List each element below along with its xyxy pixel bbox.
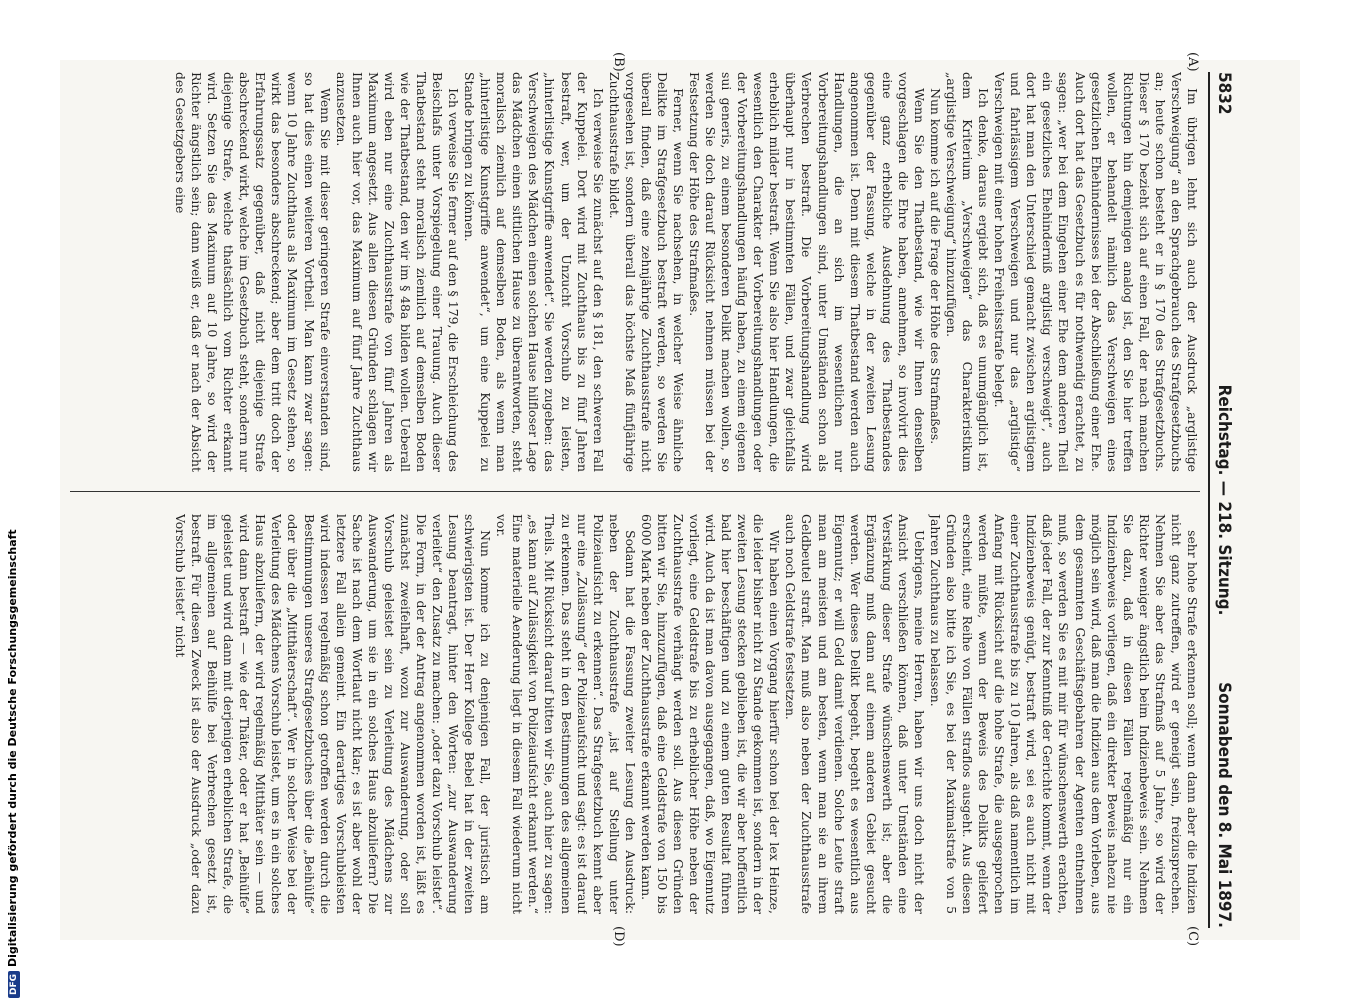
paragraph: Wenn Sie den Thatbestand, wie wir Ihnen denselben vorgeschlagen die Ehre haben, annehmen, so involvirt dies eine ganz erhebliche Ausdehnung des Thatbestandes gegenüber der Fassung, welche in der zweiten Lesung angenommen ist. Denn mit diesem Thatbestand werden auch Handlungen, die an sich im wesentlichen nur Vorbereitungshandlungen sind, unter Umständen schon als Verbrechen bestraft. Die Vorbereitungshandlung wird überhaupt nur in bestimmten Fällen, und zwar gleichfalls erheblich milder bestraft. Wenn Sie also hier Handlungen, die wesentlich den Charakter der Vorbereitungshandlungen oder der Vorbereitungshandlungen häufig haben, zu einem eigenen sui generis, zu einem besonderen Delikt machen wollen, so werden Sie doch darauf Rücksicht nehmen müssen bei der Festsetzung der Höhe des Strafmaßes. bbox=[687, 72, 927, 472]
paragraph: Sodann hat die Fassung zweiter Lesung den Ausdruck: neben der Zuchthausstrafe „ist auf Stellung unter Polizeiaufsicht zu erkennen“. Das Strafgesetzbuch kennt aber nur eine „Zulässung“ der Polizeiaufsicht und sagt: es ist darauf zu erkennen. Das steht in den Bestimmungen des allgemeinen Theils. Mit Rücksicht darauf bitten wir Sie, auch hier zu sagen: „es kann auf Zulässigkeit von Polizeiaufsicht erkannt werden.“ Eine materielle Aenderung liegt in diesem Fall wiederum nicht vor. bbox=[494, 514, 638, 914]
margin-mark-d: (D) bbox=[611, 926, 626, 947]
paragraph: Nun komme ich zu denjenigen Fall, der juristisch am schwierigsten ist. Der Herr Kollege Bebel hat in der zweiten Lesung beantragt, hinter den Worten: „zur Auswanderung verleitet“ den Zusatz zu machen: „oder dazu Vorschub leistet“. Die Form, in der der Antrag angenommen worden ist, läßt es zunächst zweifelhaft, wozu zur Auswanderung, oder soll Vorschub geleistet sein zu Verleitung des Mädchens zur Auswanderung, um sie in ein solches Haus abzuliefern? Die Sache ist nach dem Wortlaut nicht klar; es ist aber wohl der letztere Fall allein gemeint. Ein derartiges Vorschubleisten wird indessen regelmäßig schon getroffen werden durch die Bestimmungen unseres Strafgesetzbuches über die „Beihülfe“ oder über die „Mitthäterschaft“. Wer in solcher Weise bei der Verleitung des Mädchens Vorschub leistet, um es in ein solches Haus abzuliefern, der wird regelmäßig Mitthäter sein — und wird dann bestraft — wie der Thäter, oder er hat „Beihülfe“ geleistet und wird dann mit derjenigen erheblichen Strafe, die im allgemeinen auf Beihülfe bei Verbrechen gesetzt ist, bestraft. Für diesen Zweck ist also der Ausdruck „oder dazu Vorschub leistet“ nicht bbox=[173, 514, 494, 914]
paragraph: Ich denke, daraus ergiebt sich, daß es unumgänglich ist, dem Kriterium „Verschweigen“ das Charakteristikum „arglistige Verschweigung“ hinzuzufügen. bbox=[944, 72, 992, 472]
margin-mark-b: (B) bbox=[611, 52, 626, 72]
paragraph: Ich verweise Sie ferner auf den § 179, die Erschleichung des Beischlafs unter Vorspiegelung einer Trauung. Auch dieser Thatbestand steht moralisch ziemlich auf demselben Boden wie der Thatbestand, den wir im § 48a bilden wollen. Ueberall wird eben nur eine Zuchthausstrafe von fünf Jahren als Maximum angesetzt. Aus allen diesen Gründen schlagen wir Ihnen auch hier vor, das Maximum auf fünf Jahre Zuchthaus anzusetzen. bbox=[333, 72, 462, 472]
paragraph: Ich verweise Sie zunächst auf den § 181, den schweren Fall der Kuppelei. Dort wird mit Zuchthaus bis zu fünf Jahren bestraft, wer, um der Unzucht Vorschub zu leisten, „hinterlistige Kunstgriffe anwendet“. Sie werden zugeben: das Verschweigen des Mädchen einen solchen Hause hilfloser Lage das Mädchen einen sittlichen Hause zu überantworten, steht moralisch ziemlich auf demselben Boden, als wenn man „hinterlistige Kunstgriffe anwendet“, um eine Kuppelei zu Stande bringen zu können. bbox=[462, 72, 606, 472]
credit-text: Digitalisierung gefördert durch die Deutsche Forschungsgemeinschaft bbox=[6, 529, 19, 967]
margin-mark-c: (C) bbox=[1185, 926, 1200, 947]
paragraph: Uebrigens, meine Herren, haben wir uns doch nicht der Ansicht verschließen können, daß unter Umständen eine Verstärkung dieser Strafe wünschenswerth ist; aber die Ergänzung muß dann auf einem anderen Gebiet gesucht werden. Wer dieses Delikt begeht, begeht es wesentlich aus Eigennutz; er will Geld damit verdienen. Solche Leute straft man am meisten und am besten, wenn man sie an ihrem Geldbeutel straft. Man muß also neben der Zuchthausstrafe auch noch Geldstrafe festsetzen. bbox=[783, 514, 927, 914]
left-column bbox=[70, 72, 1200, 472]
paragraph: Ferner, wenn Sie nachsehen, in welcher Weise ähnliche Delikte im Strafgesetzbuch bestraft werden, so werden Sie überall finden, daß eine zehnjährige Zuchthausstrafe nicht vorgesehen ist, sondern überall das höchste Maß fünfjährige Zuchthausstrafe bildet. bbox=[606, 72, 686, 472]
rotated-page-content bbox=[60, 52, 1240, 947]
page-title: Reichstag. — 218. Sitzung. bbox=[1214, 384, 1234, 616]
paragraph: Im übrigen lehnt sich auch der Ausdruck „arglistige Verschweigung“ an den Sprachgebrauch des Strafgesetzbuchs an; heute schon besteht er in § 170 des Strafgesetzbuchs. Dieser § 170 bezieht sich auf einen Fall, der nach manchen Richtungen hin demjenigen analog ist, den Sie hier treffen wollen, er behandelt nämlich das Verschweigen eines gesetzlichen Ehehindernisses bei der Abschließung einer Ehe. Auch dort hat das Gesetzbuch es für nothwendig erachtet, zu sagen: „wer bei dem Eingehen einer Ehe dem anderen Theil ein gesetzliches Ehehinderniß arglistig verschweigt“, auch dort hat man den Unterschied gemacht zwischen arglistigem und fahrlässigem Verschweigen und nur das „arglistige“ Verschweigen mit einer hohen Freiheitsstrafe belegt. bbox=[992, 72, 1200, 472]
paragraph: sehr hohe Strafe erkennen soll; wenn dann aber die Indizien nicht ganz zutreffen, wird er geneigt sein, freizusprechen. Nehmen Sie aber das Strafmaß auf 5 Jahre, so wird der Richter weniger ängstlich beim Indizienbeweis sein. Nehmen Sie dazu, daß in diesen Fällen regelmäßig nur ein Indizienbeweis vorliegen, daß ein direkter Beweis nahezu nie möglich sein wird, daß man die Indizien aus dem Vorleben, aus dem gesammten Geschäftsgebahren der Agenten entnehmen muß, so werden Sie es mit mir für wünschenswerth erachten, daß jeder Fall, der zur Kenntniß der Gerichte kommt, wenn der Indizienbeweis genügt, bestraft wird, sei es auch nicht mit einer Zuchthausstrafe bis zu 10 Jahren, als daß namentlich im Anfang mit Rücksicht auf die hohe Strafe, die ausgesprochen werden müßte, wenn der Beweis des Delikts geliefert erscheint, eine Reihe von Fällen straflos ausgeht. Aus diesen Gründen also bitte ich Sie, es bei der Maximalstrafe von 5 Jahren Zuchthaus zu belassen. bbox=[928, 514, 1200, 914]
column-divider bbox=[70, 491, 1200, 492]
paragraph: Nun komme ich auf die Frage der Höhe des Strafmaßes. bbox=[928, 88, 943, 445]
scanned-page bbox=[60, 52, 1300, 947]
dfg-logo: DFG bbox=[8, 971, 20, 998]
margin-mark-a: (A) bbox=[1185, 52, 1200, 72]
right-column bbox=[70, 514, 1200, 914]
paragraph: Wir haben einen Vorgang hierfür schon bei der lex Heinze, die leider bisher nicht zu Stande gekommen ist, sondern in der zweiten Lesung stecken geblieben ist, die wir aber hoffentlich bald hier beschäftigen und zu einem guten Resultat führen wird. Auch da ist man davon ausgegangen, daß, wo Eigennutz vorliegt, eine Geldstrafe bis zu erheblicher Höhe neben der Zuchthausstrafe verhängt werden soll. Aus diesen Gründen bitten wir Sie, hinzuzufügen, daß eine Geldstrafe von 150 bis 6000 Mark neben der Zuchthausstrafe erkannt werden kann. bbox=[638, 514, 783, 914]
digitization-credit bbox=[6, 529, 20, 998]
page-number: 5832 bbox=[1214, 72, 1234, 115]
running-header bbox=[1208, 72, 1236, 928]
paragraph: Wenn Sie mit dieser geringeren Strafe einverstanden sind, so hat dies einen weiteren Vortheil. Man kann zwar sagen: wenn 10 Jahre Zuchthaus als Maximum im Gesetz stehen, so wirkt das besonders abschreckend; aber dem tritt doch der Erfahrungssatz gegenüber, daß nicht diejenige Strafe abschreckend wirkt, welche im Gesetzbuch steht, sondern nur diejenige Strafe, welche thatsächlich vom Richter erkannt wird. Setzen Sie das Maximum auf 10 Jahre, so wird der Richter ängstlich sein; dann weiß er, daß er nach der Absicht des Gesetzgebers eine bbox=[173, 72, 333, 472]
page-date: Sonnabend den 8. Mai 1897. bbox=[1214, 682, 1234, 928]
